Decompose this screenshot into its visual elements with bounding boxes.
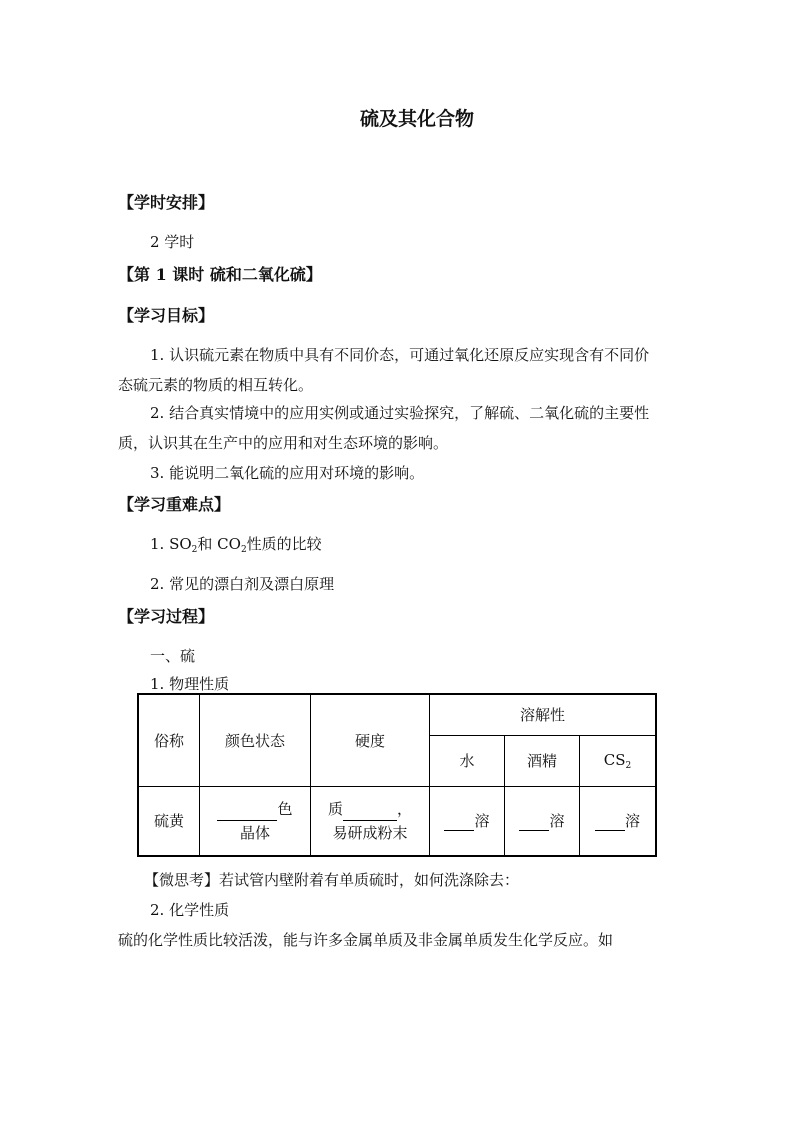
header-name: 俗称 xyxy=(138,694,200,786)
section-schedule: 【学时安排】 xyxy=(118,193,215,212)
section-lesson: 【第 1 课时 硫和二氧化硫】 xyxy=(118,265,322,284)
cell-water: 溶 xyxy=(430,786,505,856)
section-process: 【学习过程】 xyxy=(118,607,215,626)
page-title: 硫及其化合物 xyxy=(359,108,474,130)
part-sulfur-heading: 一、硫 xyxy=(150,647,196,665)
properties-table xyxy=(137,693,657,857)
physical-properties-heading: 1. 物理性质 xyxy=(150,675,230,693)
chemical-properties-heading: 2. 化学性质 xyxy=(150,901,230,919)
cell-color: 色 晶体 xyxy=(200,786,311,856)
cell-hardness: 质 ， 易研成粉末 xyxy=(311,786,430,856)
chemical-properties-text: 硫的化学性质比较活泼，能与许多金属单质及非金属单质发生化学反应。如 xyxy=(118,931,614,949)
header-color: 颜色状态 xyxy=(200,694,311,786)
goal-1-line1: 1. 认识硫元素在物质中具有不同价态，可通过氧化还原反应实现含有不同价 xyxy=(150,346,650,364)
blank-line xyxy=(519,830,549,831)
section-keypoints: 【学习重难点】 xyxy=(118,495,231,514)
micro-thinking: 【微思考】若试管内壁附着有单质硫时，如何洗涤除去： xyxy=(144,871,520,889)
header-solubility: 溶解性 xyxy=(430,694,657,735)
cell-name: 硫黄 xyxy=(138,786,200,856)
cell-alcohol: 溶 xyxy=(505,786,580,856)
blank-line xyxy=(444,830,474,831)
header-hardness: 硬度 xyxy=(311,694,430,786)
blank-line xyxy=(595,830,625,831)
keypoint-2: 2. 常见的漂白剂及漂白原理 xyxy=(150,575,335,593)
keypoint-1: 1. $SO_2$和 $CO_2$性质的比较 xyxy=(150,535,322,555)
section-goals: 【学习目标】 xyxy=(118,306,215,325)
schedule-text: 2 学时 xyxy=(150,233,195,251)
goal-1-line2: 态硫元素的物质的相互转化。 xyxy=(118,376,314,394)
goal-3: 3. 能说明二氧化硫的应用对环境的影响。 xyxy=(150,464,425,482)
goal-2-line1: 2. 结合真实情境中的应用实例或通过实验探究，了解硫、二氧化硫的主要性 xyxy=(150,404,650,422)
cell-cs2: 溶 xyxy=(580,786,657,856)
goal-2-line2: 质，认识其在生产中的应用和对生态环境的影响。 xyxy=(118,434,449,452)
header-alcohol: 酒精 xyxy=(505,735,580,786)
header-water: 水 xyxy=(430,735,505,786)
header-cs2: $CS_2$ xyxy=(580,735,657,786)
